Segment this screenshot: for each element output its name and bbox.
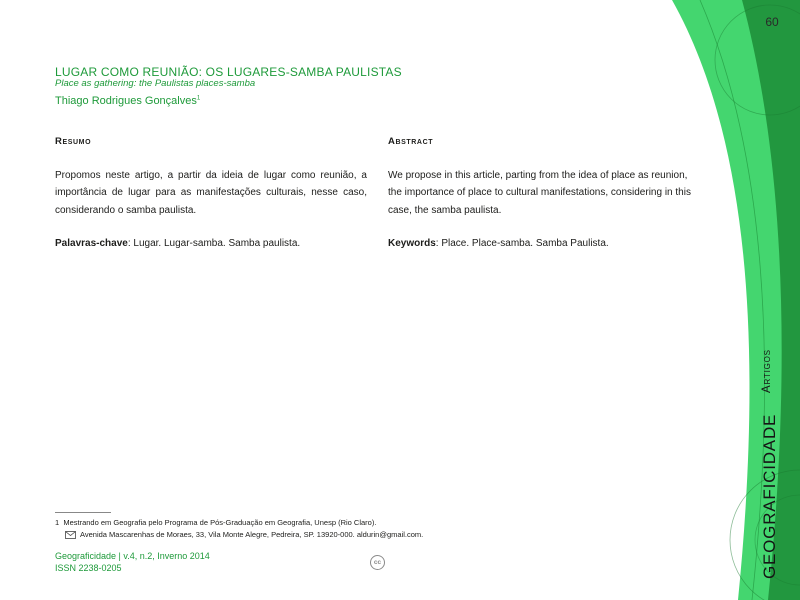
envelope-icon	[65, 531, 76, 539]
resumo-text: Propomos neste artigo, a partir da ideia de lugar como reunião, a importância de lugar para as manifestações culturais, nesse caso, considerando o samba paulista.	[55, 169, 367, 216]
journal-issue: Geograficidade | v.4, n.2, Inverno 2014	[55, 551, 210, 561]
abstract-keywords	[388, 235, 700, 253]
footnote-address: Avenida Mascarenhas de Moraes, 33, Vila Monte Alegre, Pedreira, SP. 13920-000. aldurin@gmail.com.	[80, 530, 424, 539]
article-subtitle: Place as gathering: the Paulistas places-samba	[55, 78, 256, 89]
author-name: Thiago Rodrigues Gonçalves	[55, 95, 197, 107]
footnote	[55, 517, 423, 541]
resumo-keywords	[55, 235, 367, 253]
journal-brand-vertical: GEOGRAFICIDADE	[760, 413, 779, 579]
section-label-vertical: Artigos	[761, 349, 773, 393]
journal-issn: ISSN 2238-0205	[55, 563, 122, 573]
footnote-address-line	[55, 529, 423, 541]
footnote-text: Mestrando em Geografia pelo Programa de Pós-Graduação em Geografia, Unesp (Rio Claro).	[63, 518, 377, 527]
creative-commons-icon[interactable]: cc	[370, 555, 385, 570]
journal-info	[55, 550, 210, 574]
resumo-keywords-label: Palavras-chave	[55, 238, 128, 249]
footnote-divider	[55, 512, 111, 513]
resumo-keywords-list: : Lugar. Lugar-samba. Samba paulista.	[127, 238, 301, 249]
article-title: LUGAR COMO REUNIÃO: OS LUGARES-SAMBA PAULISTAS	[55, 65, 402, 79]
footnote-affiliation	[55, 517, 423, 529]
author-footnote-mark[interactable]: 1	[196, 95, 201, 102]
abstract-section	[388, 133, 700, 269]
abstract-heading: Abstract	[388, 136, 434, 147]
footnote-number: 1	[55, 518, 60, 527]
abstract-keywords-list: : Place. Place-samba. Samba Paulista.	[435, 238, 609, 249]
page-number: 60	[765, 15, 779, 29]
article-author	[55, 95, 200, 107]
resumo-heading: Resumo	[55, 136, 92, 147]
resumo-section	[55, 133, 367, 269]
abstract-keywords-label: Keywords	[388, 238, 436, 249]
abstract-text: We propose in this article, parting from the idea of place as reunion, the importance of place to cultural manifestations, considering in this case, the samba paulista.	[388, 169, 691, 216]
